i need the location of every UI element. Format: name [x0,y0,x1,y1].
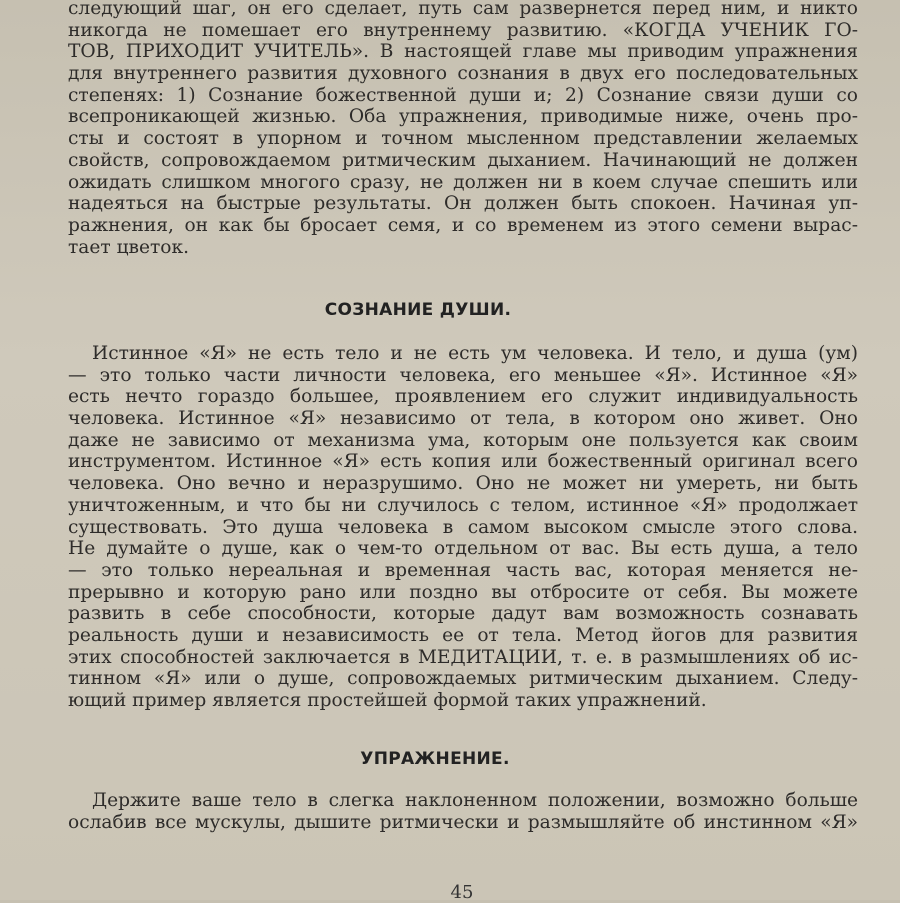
section-heading-soul: СОЗНАНИЕ ДУШИ. [324,300,512,320]
text-line: ожидать слишком многого сразу, не должен ни в коем случае спешить или [68,171,858,193]
page-number: 45 [450,882,474,903]
text-line: ющий пример является простейшей формой таких упражнений. [68,690,707,711]
text-line: человека. Истинное «Я» независимо от тела, в котором оно живет. Оно [68,408,858,430]
text-line: степенях: 1) Сознание божественной души и; 2) Сознание связи души со [68,84,858,106]
text-line: следующий шаг, он его сделает, путь сам развернется перед ним, и никто [68,0,858,19]
intro-paragraph [68,0,858,258]
text-line: — это только нереальная и временная часть вас, которая меняется не- [68,559,858,581]
text-line: развить в себе способности, которые дадут вам возможность сознавать [68,603,858,625]
text-line: Не думайте о душе, как о чем-то отдельном от вас. Вы есть душа, а тело [68,538,858,560]
text-line: даже не зависимо от механизма ума, которым оне пользуется как своим [68,429,858,451]
text-line: есть нечто гораздо большее, проявлением его служит индивидуальность [68,386,858,408]
text-line: ражнения, он как бы бросает семя, и со временем из этого семени вырас- [68,214,858,236]
text-line: Держите ваше тело в слегка наклоненном положении, возможно больше [92,790,858,811]
soul-paragraph [68,343,858,712]
text-line: для внутреннего развития духовного сознания в двух его последовательных [68,63,858,85]
text-line: человека. Оно вечно и неразрушимо. Оно не может ни умереть, ни быть [68,473,858,495]
text-line: существовать. Это душа человека в самом высоком смысле этого слова. [68,516,858,538]
text-line: ТОВ, ПРИХОДИТ УЧИТЕЛЬ». В настоящей главе мы приводим упражнения [68,41,858,63]
text-line: уничтоженным, и что бы ни случилось с телом, истинное «Я» продолжает [68,494,858,516]
text-line: реальность души и независимость ее от тела. Метод йогов для развития [68,624,858,646]
text-line: этих способностей заключается в МЕДИТАЦИИ, т. е. в размышлениях об ис- [68,646,858,668]
text-line: всепроникающей жизнью. Оба упражнения, приводимые ниже, очень про- [68,106,858,128]
text-line: никогда не помешает его внутреннему развитию. «КОГДА УЧЕНИК ГО- [68,19,858,41]
text-line: тинном «Я» или о душе, сопровождаемых ритмическим дыханием. Следу- [68,668,858,690]
text-line: сты и состоят в упорном и точном мысленном представлении желаемых [68,128,858,150]
text-line: — это только части личности человека, его меньшее «Я». Истинное «Я» [68,364,858,386]
text-line: надеяться на быстрые результаты. Он должен быть спокоен. Начиная уп- [68,193,858,215]
text-line: инструментом. Истинное «Я» есть копия или божественный оригинал всего [68,451,858,473]
text-line: свойств, сопровождаемом ритмическим дыханием. Начинающий не должен [68,149,858,171]
exercise-paragraph [68,790,858,833]
text-line: прерывно и которую рано или поздно вы отбросите от себя. Вы можете [68,581,858,603]
section-heading-exercise: УПРАЖНЕНИЕ. [360,749,510,769]
text-line: тает цветок. [68,236,190,258]
text-line: Истинное «Я» не есть тело и не есть ум человека. И тело, и душа (ум) [92,343,858,364]
text-line: ослабив все мускулы, дышите ритмически и размышляйте об инстинном «Я» [68,811,858,833]
